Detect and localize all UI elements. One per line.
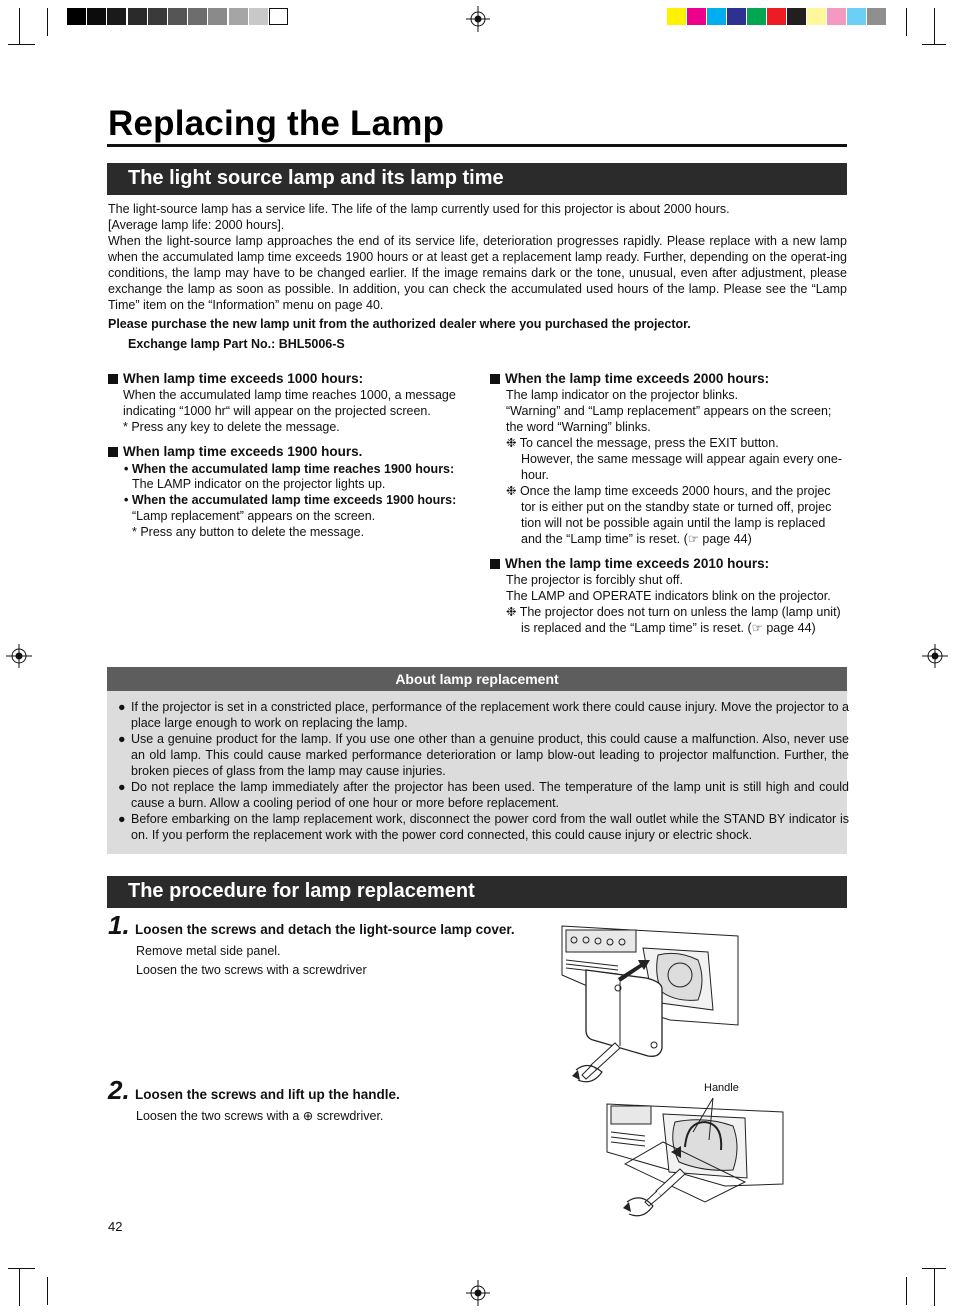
calibration-swatch — [827, 8, 846, 25]
section-heading-text: The light source lamp and its lamp time — [128, 167, 504, 189]
text-2000-b: “Warning” and “Lamp replacement” appears on the screen; — [506, 404, 832, 418]
bullet-dot-icon: ● — [118, 812, 126, 826]
text-2000-h: tor is either put on the standby state or turned off, projec — [521, 500, 832, 514]
calibration-swatch — [807, 8, 826, 25]
text-2010-d: is replaced and the “Lamp time” is reset. (☞ page 44) — [521, 621, 816, 635]
calibration-swatch — [867, 8, 886, 25]
calibration-swatch — [747, 8, 766, 25]
section-heading-lamp-time — [107, 163, 847, 195]
bullet-dot-icon: ● — [118, 780, 126, 794]
handle-label: Handle — [704, 1082, 739, 1094]
step-1-line-2: Loosen the two screws with a screwdriver — [136, 963, 367, 977]
calibration-swatch — [767, 8, 786, 25]
step-1-number: 1. — [108, 910, 130, 940]
heading-1900-text: When lamp time exceeds 1900 hours. — [123, 444, 363, 459]
text-1000-b: indicating “1000 hr“ will appear on the projected screen. — [123, 404, 431, 418]
text-2010-b: The LAMP and OPERATE indicators blink on the projector. — [506, 589, 831, 603]
intro-line-1: The light-source lamp has a service life. The life of the lamp currently used for this projector is about 2000 hours. — [108, 202, 730, 216]
step-1-line-1: Remove metal side panel. — [136, 944, 281, 958]
lamp-cover-illustration — [558, 920, 743, 1085]
heading-1900-hours — [108, 444, 362, 460]
step-2-number: 2. — [108, 1075, 130, 1105]
text-2000-j: and the “Lamp time” is reset. (☞ page 44) — [521, 532, 752, 546]
calibration-swatch — [269, 8, 288, 25]
heading-1000-text: When lamp time exceeds 1000 hours: — [123, 371, 364, 386]
section-heading-procedure — [107, 876, 847, 908]
calibration-swatch — [188, 8, 207, 25]
calibration-swatch — [687, 8, 706, 25]
text-1900-exceeds: “Lamp replacement” appears on the screen. — [132, 509, 376, 523]
phillips-icon: ⊕ — [302, 1109, 314, 1123]
heading-2000-hours — [490, 371, 769, 387]
page-title: Replacing the Lamp — [108, 104, 445, 143]
caution-heading: About lamp replacement — [395, 671, 559, 687]
calibration-swatch — [229, 8, 248, 25]
calibration-swatch — [168, 8, 187, 25]
registration-mark-left — [6, 644, 32, 668]
calibration-swatch — [707, 8, 726, 25]
caution-item-text: Before embarking on the lamp replacement work, disconnect the power cord from the wall outlet while the STAND BY indicator is on. If you perform the replacement work with the power cord connected, this could cause injury or electric shock. — [131, 812, 849, 842]
text-2000-d: ❉ To cancel the message, press the EXIT button. — [506, 436, 779, 450]
registration-mark-right — [922, 644, 948, 668]
step-2-text-b: screwdriver. — [313, 1109, 384, 1123]
title-rule — [107, 144, 847, 147]
square-bullet-icon — [108, 447, 118, 457]
square-bullet-icon — [490, 374, 500, 384]
sub-1900-reaches: • When the accumulated lamp time reaches 1900 hours: — [124, 462, 455, 476]
text-2000-g: ❉ Once the lamp time exceeds 2000 hours, and the projec — [506, 484, 831, 498]
text-1900-reaches: The LAMP indicator on the projector lights up. — [132, 477, 386, 491]
calibration-swatch — [249, 8, 268, 25]
text-2010-a: The projector is forcibly shut off. — [506, 573, 683, 587]
caution-item-text: Use a genuine product for the lamp. If you use one other than a genuine product, this could cause a malfunction. Also, never use an old lamp. This could cause marked performance deterioration or lamp blow-out leading to projector malfunction. Further, the broken pieces of glass from the lamp may cause injuries. — [131, 732, 849, 778]
purchase-note: Please purchase the new lamp unit from the authorized dealer where you purchased the projector. — [108, 317, 691, 331]
heading-2010-hours — [490, 556, 769, 572]
lamp-handle-illustration — [605, 1092, 790, 1232]
calibration-swatch — [727, 8, 746, 25]
registration-mark-bottom — [466, 1280, 490, 1306]
page-number: 42 — [108, 1219, 123, 1234]
note-1900-exceeds: * Press any button to delete the message. — [132, 525, 365, 539]
caution-item-text: Do not replace the lamp immediately after the projector has been used. The temperature of the lamp unit is still high and could cause a burn. Allow a cooling period of one hour or more before replacement. — [131, 780, 849, 810]
registration-mark-top — [466, 6, 490, 32]
caution-item-text: If the projector is set in a constricted place, performance of the replacement work there could cause injury. Move the projector to a place large enough to work on replacing the lamp. — [131, 700, 849, 730]
intro-line-2: [Average lamp life: 2000 hours]. — [108, 218, 285, 232]
heading-1000-hours — [108, 371, 363, 387]
calibration-swatch — [67, 8, 86, 25]
text-1000-c: * Press any key to delete the message. — [123, 420, 340, 434]
calibration-swatch — [667, 8, 686, 25]
text-2000-e: However, the same message will appear again every one- — [521, 452, 843, 466]
step-1-title: Loosen the screws and detach the light-source lamp cover. — [135, 922, 515, 937]
step-2-title: Loosen the screws and lift up the handle. — [135, 1087, 400, 1102]
text-1000-a: When the accumulated lamp time reaches 1000, a message — [123, 388, 456, 402]
sub-1900-exceeds: • When the accumulated lamp time exceeds 1900 hours: — [124, 493, 457, 507]
calibration-swatch — [87, 8, 106, 25]
caution-item — [118, 731, 849, 779]
text-2000-c: the word “Warning” blinks. — [506, 420, 651, 434]
square-bullet-icon — [490, 559, 500, 569]
calibration-swatch — [107, 8, 126, 25]
calibration-swatch — [787, 8, 806, 25]
bullet-dot-icon: ● — [118, 732, 126, 746]
calibration-swatch — [208, 8, 227, 25]
bullet-dot-icon: ● — [118, 700, 126, 714]
calibration-swatch — [847, 8, 866, 25]
caution-heading-bar — [107, 667, 847, 691]
text-2010-c: ❉ The projector does not turn on unless the lamp (lamp unit) — [506, 605, 841, 619]
text-2000-i: tion will not be possible again until the lamp is replaced — [521, 516, 826, 530]
step-2-text-a: Loosen the two screws with a — [136, 1109, 303, 1123]
heading-2000-text: When the lamp time exceeds 2000 hours: — [505, 371, 770, 386]
caution-item — [118, 699, 849, 731]
caution-item — [118, 779, 849, 811]
part-number: Exchange lamp Part No.: BHL5006-S — [128, 337, 345, 351]
heading-2010-text: When the lamp time exceeds 2010 hours: — [505, 556, 770, 571]
calibration-swatch — [128, 8, 147, 25]
intro-paragraph: When the light-source lamp approaches the end of its service life, deterioration progresses rapidly. Please replace with a new lamp when the accumulated lamp time exceeds 1900 hours or at least get a replacement lamp ready. Further, depending on the operat-ing conditions, the lamp may have to be changed earlier. If the image remains dark or the tone, unusual, even after adjustment, please exchange the lamp as soon as possible. In addition, you can check the accumulated used hours of the lamp. Please see the “Lamp Time” item on the “Information” menu on page 40. — [108, 234, 847, 312]
step-2-line-1 — [136, 1109, 383, 1125]
text-2000-f: hour. — [521, 468, 549, 482]
square-bullet-icon — [108, 374, 118, 384]
section-heading-text: The procedure for lamp replacement — [128, 880, 475, 902]
caution-item — [118, 811, 849, 843]
text-2000-a: The lamp indicator on the projector blinks. — [506, 388, 739, 402]
calibration-swatch — [148, 8, 167, 25]
